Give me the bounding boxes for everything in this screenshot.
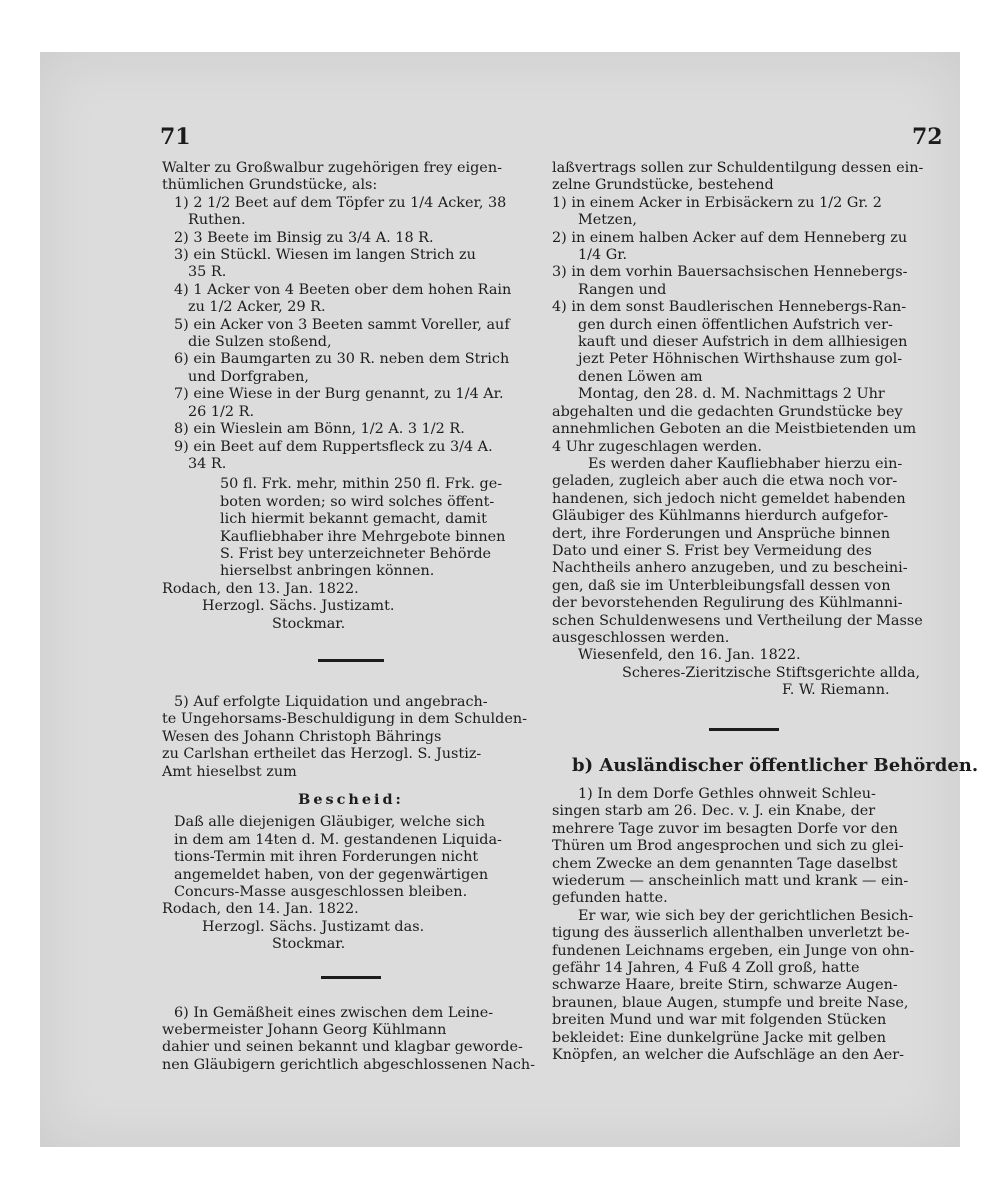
text-line: Montag, den 28. d. M. Nachmittags 2 Uhr (578, 386, 885, 403)
text-line: lich hiermit bekannt gemacht, damit (220, 511, 487, 528)
list-item: 4) 1 Acker von 4 Beeten ober dem hohen Rain (174, 281, 512, 298)
divider (318, 659, 384, 662)
description-paragraph (552, 908, 936, 1065)
list-item: 1) in einem Acker in Erbisäckern zu 1/2 Gr. 2 (552, 194, 882, 211)
list-item-continuation: 1/4 Gr. (578, 247, 628, 264)
list-item-continuation: Ruthen. (188, 212, 246, 229)
text-line: annehmlichen Geboten an die Meistbietenden um (552, 421, 917, 438)
divider (709, 728, 779, 731)
text-line: Walter zu Großwalbur zugehörigen frey eigen- (162, 160, 502, 176)
list-item-continuation: die Sulzen stoßend, (188, 334, 332, 351)
list-item: 2) 3 Beete im Binsig zu 3/4 A. 18 R. (174, 229, 434, 246)
text-line: webermeister Johann Georg Kühlmann (162, 1022, 447, 1039)
text-line: Wesen des Johann Christoph Bährings (162, 728, 442, 745)
list-item: 8) ein Wieslein am Bönn, 1/2 A. 3 1/2 R. (174, 421, 465, 438)
text-line: 4 Uhr zugeschlagen werden. (552, 438, 762, 455)
text-line: Er war, wie sich bey der gerichtlichen Besich- (578, 907, 914, 924)
bescheid-text (162, 814, 540, 901)
list-item: 5) ein Acker von 3 Beeten sammt Voreller, auf (174, 316, 510, 333)
text-line: Daß alle diejenigen Gläubiger, welche sich (174, 814, 486, 831)
place-date: Rodach, den 14. Jan. 1822. (162, 901, 359, 918)
text-line: S. Frist bey unterzeichneter Behörde (220, 545, 492, 562)
text-line: laßvertrags sollen zur Schuldentilgung dessen ein- (552, 160, 924, 176)
text-line: in dem am 14ten d. M. gestandenen Liquida- (174, 831, 502, 848)
text-line: 6) In Gemäßheit eines zwischen dem Leine- (174, 1004, 494, 1021)
text-line: dahier und seinen bekannt und klagbar geworde- (162, 1039, 523, 1056)
text-line: handenen, sich jedoch nicht gemeldet habenden (552, 490, 906, 507)
section-6 (162, 1005, 540, 1075)
list-item: 3) in dem vorhin Bauersachsischen Hennebergs- (552, 264, 908, 281)
text-line: te Ungehorsams-Beschuldigung in dem Schulden- (162, 711, 528, 728)
list-item: 7) eine Wiese in der Burg genannt, zu 1/4 Ar. (174, 386, 504, 403)
left-column (162, 160, 540, 1074)
signature: F. W. Riemann. (782, 682, 890, 699)
text-line: Nachtheils anhero anzugeben, und zu bescheini- (552, 560, 908, 577)
summons-paragraph (552, 456, 936, 647)
section-5 (162, 694, 540, 781)
report-paragraph (552, 786, 936, 908)
text-line: ausgeschlossen werden. (552, 629, 730, 646)
text-line: Concurs-Masse ausgeschlossen bleiben. (174, 884, 468, 901)
divider (321, 976, 381, 979)
text-line: 1) In dem Dorfe Gethles ohnweit Schleu- (578, 786, 876, 802)
list-item-continuation: denen Löwen am (578, 368, 703, 385)
list-item-continuation: 35 R. (188, 264, 227, 281)
text-line: dert, ihre Forderungen und Ansprüche binnen (552, 525, 891, 542)
text-line: chem Zwecke an dem genannten Tage daselbst (552, 855, 898, 872)
authority: Herzogl. Sächs. Justizamt. (202, 598, 395, 615)
list-item: 6) ein Baumgarten zu 30 R. neben dem Strich (174, 351, 510, 368)
list-item-continuation: gen durch einen öffentlichen Aufstrich ver- (578, 316, 893, 333)
text-line: Knöpfen, an welcher die Aufschläge an den Aer- (552, 1047, 905, 1064)
text-line: thümlichen Grundstücke, als: (162, 177, 378, 194)
text-line: Es werden daher Kaufliebhaber hierzu ein- (588, 455, 903, 472)
text-line: tigung des äusserlich allenthalben unverletzt be- (552, 925, 910, 942)
list-item-continuation: kauft und dieser Aufstrich in dem allhiesigen (578, 334, 908, 351)
list-item-continuation: und Dorfgraben, (188, 368, 309, 385)
text-line: mehrere Tage zuvor im besagten Dorfe vor den (552, 820, 898, 837)
list-item: 4) in dem sonst Baudlerischen Hennebergs-Ran- (552, 299, 907, 316)
text-line: fundenen Leichnams ergeben, ein Junge von ohn- (552, 942, 915, 959)
list-item: 9) ein Beet auf dem Ruppertsfleck zu 3/4 A. (174, 438, 493, 455)
list-item-continuation: 26 1/2 R. (188, 403, 255, 420)
text-line: gen, daß sie im Unterbleibungsfall dessen von (552, 577, 891, 594)
list-item: 3) ein Stückl. Wiesen im langen Strich zu (174, 247, 476, 264)
right-item-list (552, 195, 936, 386)
authority: Scheres-Zieritzische Stiftsgerichte allda, (622, 664, 921, 681)
section-heading: b) Ausländischer öffentlicher Behörden. (572, 754, 979, 776)
text-line: angemeldet haben, von der gegenwärtigen (174, 866, 489, 883)
list-item-continuation: 34 R. (188, 455, 227, 472)
list-item: 1) 2 1/2 Beet auf dem Töpfer zu 1/4 Acker, 38 (174, 194, 507, 211)
list-item-continuation: zu 1/2 Acker, 29 R. (188, 299, 326, 316)
text-line: der bevorstehenden Regulirung des Kühlmanni- (552, 595, 903, 612)
offer-paragraph (162, 476, 540, 580)
page-number-right: 72 (912, 124, 943, 150)
text-line: braunen, blaue Augen, stumpfe und breite Nase, (552, 994, 909, 1011)
text-line: gefunden hatte. (552, 890, 668, 907)
right-intro (552, 160, 936, 195)
text-line: schen Schuldenwesens und Vertheilung der Masse (552, 612, 923, 629)
authority: Herzogl. Sächs. Justizamt das. (202, 918, 425, 935)
text-line: Gläubiger des Kühlmanns hierdurch aufgefor- (552, 508, 889, 525)
list-item-continuation: jezt Peter Höhnischen Wirthshause zum gol- (578, 351, 903, 368)
right-column (552, 160, 979, 1065)
text-line: breiten Mund und war mit folgenden Stücken (552, 1012, 887, 1029)
list-item-continuation: Metzen, (578, 212, 637, 229)
text-line: hierselbst anbringen können. (220, 563, 435, 580)
page-number-left: 71 (160, 124, 191, 150)
text-line: nen Gläubigern gerichtlich abgeschlossenen Nach- (162, 1056, 536, 1073)
signature: Stockmar. (272, 615, 346, 632)
place-date: Wiesenfeld, den 16. Jan. 1822. (578, 647, 801, 664)
text-line: zu Carlshan ertheilet das Herzogl. S. Justiz- (162, 746, 482, 763)
auction-paragraph (552, 386, 936, 456)
text-line: Kaufliebhaber ihre Mehrgebote binnen (220, 528, 506, 545)
text-line: boten worden; so wird solches öffent- (220, 493, 495, 510)
text-line: tions-Termin mit ihren Forderungen nicht (174, 849, 479, 866)
place-date: Rodach, den 13. Jan. 1822. (162, 580, 359, 597)
left-intro (162, 160, 540, 195)
text-line: 50 fl. Frk. mehr, mithin 250 fl. Frk. ge- (220, 476, 503, 493)
text-line: Amt hieselbst zum (162, 763, 297, 780)
text-line: geladen, zugleich aber auch die etwa noch vor- (552, 473, 898, 490)
text-line: gefähr 14 Jahren, 4 Fuß 4 Zoll groß, hatte (552, 960, 860, 977)
text-line: bekleidet: Eine dunkelgrüne Jacke mit gelben (552, 1029, 887, 1046)
text-line: singen starb am 26. Dec. v. J. ein Knabe, der (552, 803, 876, 820)
list-item: 2) in einem halben Acker auf dem Henneberg zu (552, 229, 908, 246)
text-line: zelne Grundstücke, bestehend (552, 177, 774, 194)
text-line: abgehalten und die gedachten Grundstücke bey (552, 403, 903, 420)
left-item-list (162, 195, 540, 474)
text-line: Thüren um Brod angesprochen und sich zu glei- (552, 838, 904, 855)
bescheid-heading: Bescheid: (298, 791, 404, 808)
text-line: schwarze Haare, breite Stirn, schwarze Augen- (552, 977, 898, 994)
text-line: wiederum — anscheinlich matt und krank — ein- (552, 873, 909, 890)
signature: Stockmar. (272, 936, 346, 953)
list-item-continuation: Rangen und (578, 281, 667, 298)
text-line: 5) Auf erfolgte Liquidation und angebrach- (174, 693, 488, 710)
text-line: Dato und einer S. Frist bey Vermeidung des (552, 542, 872, 559)
